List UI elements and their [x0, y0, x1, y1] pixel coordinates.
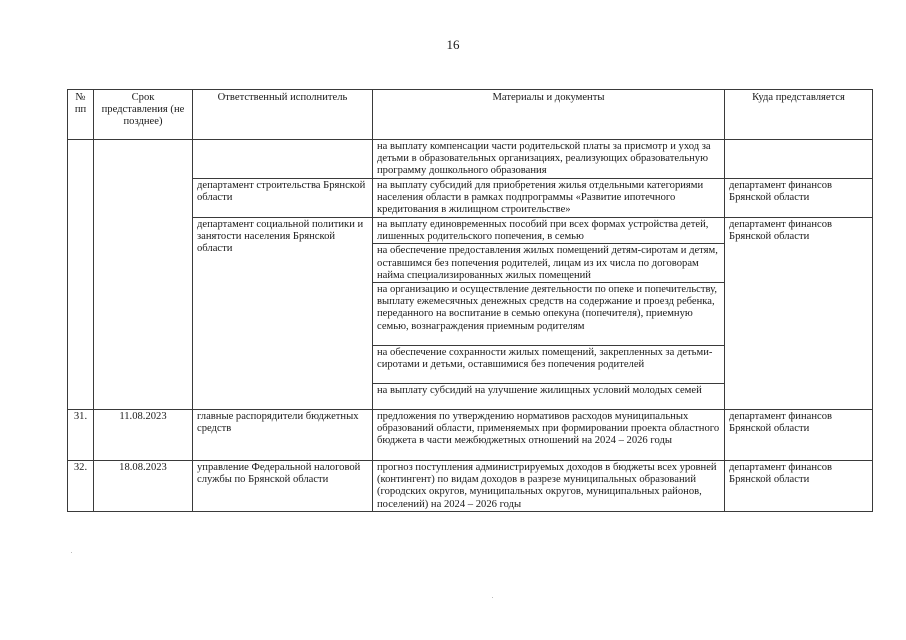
cell-materials: на обеспечение сохранности жилых помещений, закрепленных за детьми-сиротами и детьми, оставшимися без попечения родителей	[373, 346, 725, 384]
cell-materials: прогноз поступления администрируемых доходов в бюджеты всех уровней (контингент) по видам доходов в разрезе муниципальных образований (городских округов, муниципальных округов, муниципальных районов, поселений) на 2024 – 2026 годы	[373, 461, 725, 512]
header-num: № пп	[68, 90, 94, 140]
cell-materials: на обеспечение предоставления жилых помещений детям-сиротам и детям, оставшимся без попечения родителей, лицам из их числа по договорам найма специализированных жилых помещений	[373, 244, 725, 283]
cell-materials: на выплату единовременных пособий при всех формах устройства детей, лишенных родительского попечения, в семью	[373, 218, 725, 244]
header-executor: Ответственный исполнитель	[193, 90, 373, 140]
cell-num-continued	[68, 140, 94, 410]
cell-recipient	[725, 140, 873, 179]
cell-num: 32.	[68, 461, 94, 512]
cell-recipient: департамент финансов Брянской области	[725, 461, 873, 512]
cell-executor: департамент социальной политики и занятости населения Брянской области	[193, 218, 373, 410]
table-row	[68, 410, 873, 461]
cell-num: 31.	[68, 410, 94, 461]
cell-materials: на выплату субсидий на улучшение жилищных условий молодых семей	[373, 384, 725, 410]
scan-speck	[71, 552, 72, 553]
page-number: 16	[446, 37, 460, 52]
cell-date: 18.08.2023	[94, 461, 193, 512]
table-header-row	[68, 90, 873, 140]
scan-speck	[492, 597, 493, 598]
table-row	[68, 461, 873, 512]
table-row	[68, 140, 873, 179]
cell-materials: на выплату субсидий для приобретения жилья отдельными категориями населения области в рамках подпрограммы «Развитие ипотечного кредитования в жилищном строительстве»	[373, 179, 725, 218]
cell-executor: департамент строительства Брянской области	[193, 179, 373, 218]
cell-executor	[193, 140, 373, 179]
cell-date: 11.08.2023	[94, 410, 193, 461]
cell-recipient: департамент финансов Брянской области	[725, 218, 873, 410]
cell-recipient: департамент финансов Брянской области	[725, 410, 873, 461]
header-date: Срок представления (не позднее)	[94, 90, 193, 140]
cell-materials: на организацию и осуществление деятельности по опеке и попечительству, выплату ежемесячных денежных средств на содержание и проезд ребенка, переданного на воспитание в семью опекуна (попечителя), приемную семью, вознаграждения приемным родителям	[373, 283, 725, 346]
cell-executor: управление Федеральной налоговой службы по Брянской области	[193, 461, 373, 512]
cell-executor: главные распорядители бюджетных средств	[193, 410, 373, 461]
cell-recipient: департамент финансов Брянской области	[725, 179, 873, 218]
cell-materials: на выплату компенсации части родительской платы за присмотр и уход за детьми в образовательных организациях, реализующих образовательную программу дошкольного образования	[373, 140, 725, 179]
document-table	[67, 89, 873, 512]
header-materials: Материалы и документы	[373, 90, 725, 140]
cell-date-continued	[94, 140, 193, 410]
cell-materials: предложения по утверждению нормативов расходов муниципальных образований области, применяемых при формировании проекта областного бюджета в части межбюджетных отношений на 2024 – 2026 годы	[373, 410, 725, 461]
header-recipient: Куда представляется	[725, 90, 873, 140]
